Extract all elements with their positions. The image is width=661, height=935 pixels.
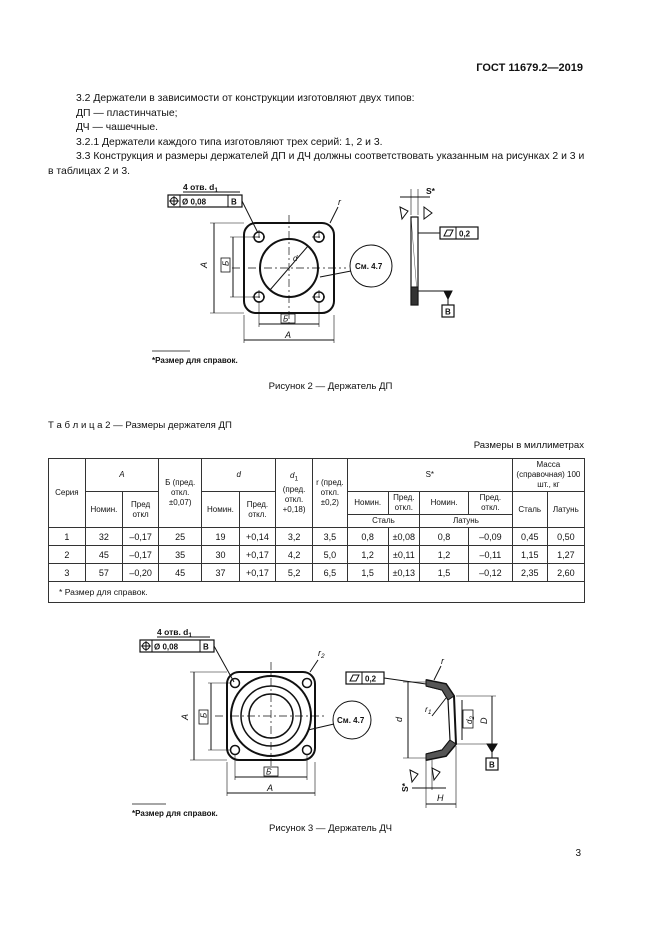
fig3-datum: В: [489, 760, 495, 770]
standard-header: ГОСТ 11679.2—2019: [476, 62, 583, 74]
cell: 1,15: [512, 546, 547, 564]
table-2-caption: Т а б л и ц а 2 — Размеры держателя ДП: [48, 420, 232, 431]
fig3-radius-label: r: [441, 656, 444, 666]
th-d-dev: Пред. откл.: [239, 492, 276, 528]
cell: –0,17: [123, 546, 159, 564]
fig3-position-tolerance: Ø 0,08: [154, 642, 179, 652]
fig2-datum: В: [445, 307, 451, 317]
cell: ±0,13: [388, 564, 420, 582]
th-d: d: [202, 459, 276, 492]
th-d1: $d_1$ (пред. откл. +0,18): [276, 459, 313, 528]
page-number: 3: [575, 848, 581, 859]
fig3-dim-d: d: [394, 716, 404, 722]
cell: 5,2: [276, 564, 313, 582]
paragraph-type-dch: ДЧ — чашечные.: [76, 122, 159, 133]
cell: 1,5: [420, 564, 469, 582]
cell: 2,35: [512, 564, 547, 582]
th-s-steel: Сталь: [347, 515, 419, 528]
cell: +0,17: [239, 564, 276, 582]
th-s-steel-nom: Номин.: [347, 492, 388, 515]
cell: 2: [49, 546, 86, 564]
cell: 5,0: [312, 546, 347, 564]
cell: +0,17: [239, 546, 276, 564]
cell: 0,8: [420, 528, 469, 546]
th-mass-brass: Латунь: [547, 492, 584, 528]
cell: 32: [85, 528, 122, 546]
th-a-dev: Пред откл: [123, 492, 159, 528]
table-row: [49, 528, 585, 546]
cell: 1,2: [420, 546, 469, 564]
th-mass: Масса (справочная) 100 шт., кг: [512, 459, 584, 492]
cell: 19: [202, 528, 239, 546]
cell: 3,2: [276, 528, 313, 546]
fig2-dim-a-vertical: А: [199, 261, 209, 268]
paragraph-3-3: 3.3 Конструкция и размеры держателей ДП и ДЧ должны соответствовать указанным на рисунках 2 и 3 и в таблицах 2 и 3.: [48, 151, 585, 177]
th-d-nom: Номин.: [202, 492, 239, 528]
fig3-dim-a-horizontal: А: [267, 783, 274, 793]
paragraph-type-dp: ДП — пластинчатые;: [76, 107, 178, 119]
cell: 37: [202, 564, 239, 582]
cell: –0,17: [123, 528, 159, 546]
table-footnote: * Размер для справок.: [49, 582, 585, 603]
intro-text: [48, 92, 588, 179]
fig2-dim-b-horizontal: Б: [283, 314, 289, 324]
cell: 1,27: [547, 546, 584, 564]
cell: 0,50: [547, 528, 584, 546]
fig3-radius2-label: $r_2$: [318, 648, 325, 660]
fig2-see-note: См. 4.7: [355, 262, 383, 271]
fig3-datum-ref: В: [203, 642, 209, 652]
th-r: r (пред. откл. ±0,2): [312, 459, 347, 528]
th-s-steel-dev: Пред. откл.: [388, 492, 420, 515]
fig3-dim-h: H: [437, 793, 444, 803]
paragraph-3-2: 3.2 Держатели в зависимости от конструкции изготовляют двух типов:: [76, 93, 415, 104]
fig2-thickness-label: S*: [426, 186, 435, 196]
fig3-dim-b-vertical: Б: [199, 712, 209, 718]
table-row: [49, 546, 585, 564]
cell: 35: [159, 546, 202, 564]
fig2-datum-ref: В: [231, 197, 237, 207]
cell: ±0,11: [388, 546, 420, 564]
th-mass-steel: Сталь: [512, 492, 547, 528]
figure-2-drawing: [0, 175, 661, 380]
cell: 30: [202, 546, 239, 564]
fig2-flatness: 0,2: [459, 229, 471, 239]
figure-2-caption: Рисунок 2 — Держатель ДП: [268, 381, 393, 392]
cell: 6,5: [312, 564, 347, 582]
cell: 57: [85, 564, 122, 582]
fig3-dim-b-horizontal: Б: [266, 767, 272, 777]
fig3-see-note: См. 4.7: [337, 716, 365, 725]
fig2-footnote: *Размер для справок.: [152, 356, 238, 365]
fig2-position-tolerance: Ø 0,08: [182, 197, 207, 207]
cell: 1: [49, 528, 86, 546]
table-2: [48, 458, 585, 603]
cell: 3: [49, 564, 86, 582]
fig2-dim-b-vertical: Б: [221, 260, 231, 266]
th-s: S*: [347, 459, 512, 492]
fig2-dim-a-horizontal: А: [285, 330, 292, 340]
th-s-brass: Латунь: [420, 515, 513, 528]
cell: 0,45: [512, 528, 547, 546]
paragraph-3-2-1: 3.2.1 Держатели каждого типа изготовляют трех серий: 1, 2 и 3.: [76, 136, 383, 148]
cell: –0,11: [468, 546, 512, 564]
th-s-brass-nom: Номин.: [420, 492, 469, 515]
figure-3-drawing: [0, 620, 661, 820]
table-row: [49, 564, 585, 582]
fig2-holes-label: 4 отв. $d_1$: [183, 182, 218, 194]
cell: 3,5: [312, 528, 347, 546]
fig3-radius1-label: $r_1$: [425, 704, 432, 716]
cell: –0,12: [468, 564, 512, 582]
cell: –0,20: [123, 564, 159, 582]
fig3-dim-big-d: D: [479, 717, 489, 724]
cell: 2,60: [547, 564, 584, 582]
cell: 1,5: [347, 564, 388, 582]
cell: 0,8: [347, 528, 388, 546]
cell: –0,09: [468, 528, 512, 546]
th-a-nom: Номин.: [85, 492, 122, 528]
cell: 45: [85, 546, 122, 564]
fig3-footnote: *Размер для справок.: [132, 809, 218, 818]
fig2-dim-d: d: [293, 254, 298, 263]
fig3-dim-d2: $d_2$: [465, 716, 476, 724]
cell: +0,14: [239, 528, 276, 546]
fig3-holes-label: 4 отв. $d_1$: [157, 627, 192, 639]
table-units: Размеры в миллиметрах: [473, 440, 584, 451]
fig2-radius-label: r: [338, 197, 341, 207]
cell: ±0,08: [388, 528, 420, 546]
th-s-brass-dev: Пред. откл.: [468, 492, 512, 515]
th-series: Серия: [49, 459, 86, 528]
fig3-thickness-label: S*: [400, 783, 410, 792]
cell: 45: [159, 564, 202, 582]
th-a: А: [85, 459, 158, 492]
figure-3-caption: Рисунок 3 — Держатель ДЧ: [269, 823, 392, 834]
fig3-flatness: 0,2: [365, 674, 377, 684]
cell: 4,2: [276, 546, 313, 564]
th-b: Б (пред. откл. ±0,07): [159, 459, 202, 528]
cell: 1,2: [347, 546, 388, 564]
fig3-dim-a-vertical: А: [180, 713, 190, 720]
cell: 25: [159, 528, 202, 546]
